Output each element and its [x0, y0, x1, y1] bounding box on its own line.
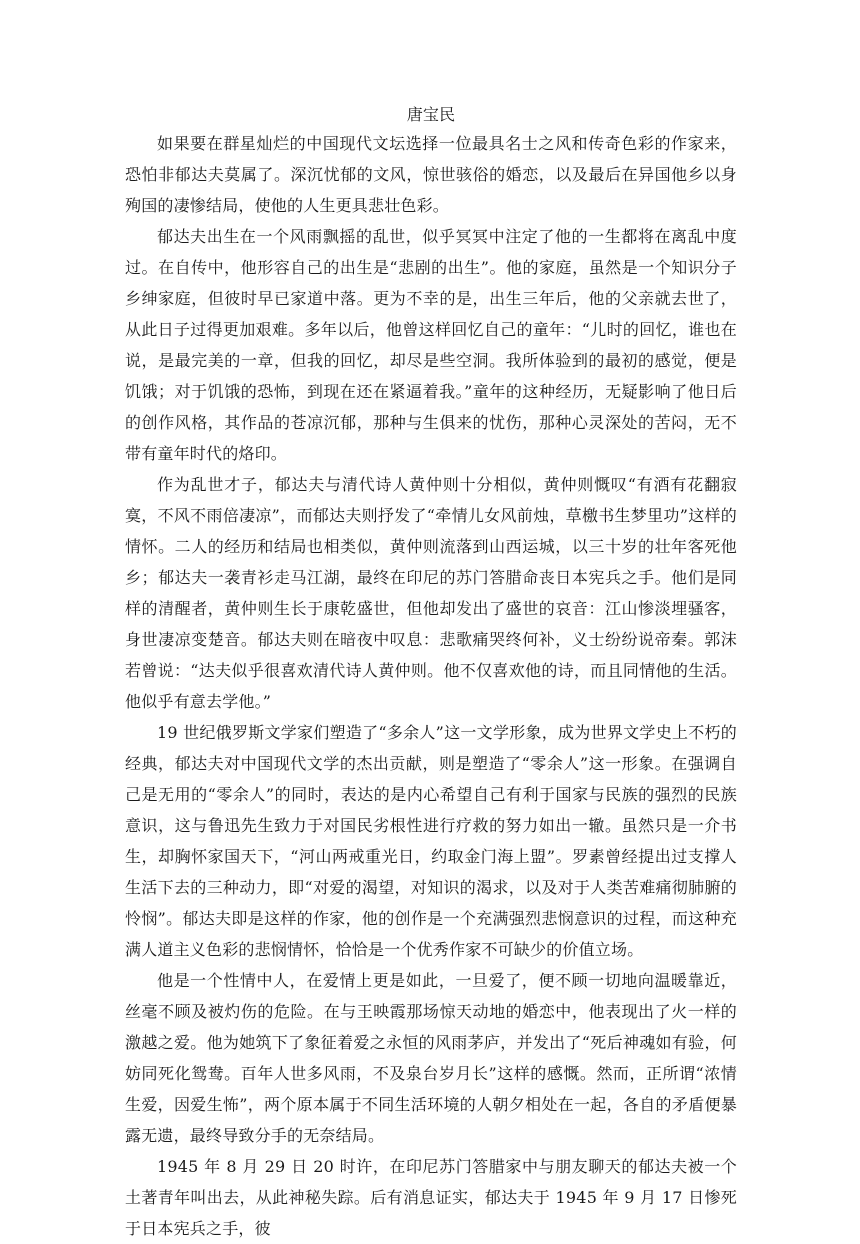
document-page [125, 102, 737, 1244]
paragraph-6: 1945 年 8 月 29 日 20 时许，在印尼苏门答腊家中与朋友聊天的郁达夫被一个土著青年叫出去，从此神秘失踪。后有消息证实，郁达夫于 1945 年 9 月 17 日惨死于日本宪兵之手，彼 [125, 1157, 737, 1238]
paragraph-3: 作为乱世才子，郁达夫与清代诗人黄仲则十分相似，黄仲则慨叹“有酒有花翻寂寞，不风不雨倍凄凉”，而郁达夫则抒发了“牵情儿女风前烛，草檄书生梦里功”这样的情怀。二人的经历和结局也相类似，黄仲则流落到山西运城，以三十岁的壮年客死他乡；郁达夫一袭青衫走马江湖，最终在印尼的苏门答腊命丧日本宪兵之手。他们是同样的清醒者，黄仲则生长于康乾盛世，但他却发出了盛世的哀音：江山惨淡埋骚客，身世凄凉变楚音。郁达夫则在暗夜中叹息：悲歌痛哭终何补，义士纷纷说帝秦。郭沫若曾说：“达夫似乎很喜欢清代诗人黄仲则。他不仅喜欢他的诗，而且同情他的生活。他似乎有意去学他。” [125, 475, 737, 711]
paragraph-1: 如果要在群星灿烂的中国现代文坛选择一位最具名士之风和传奇色彩的作家来，恐怕非郁达夫莫属了。深沉忧郁的文风，惊世骇俗的婚恋，以及最后在异国他乡以身殉国的凄惨结局，使他的人生更具悲壮色彩。 [125, 134, 737, 215]
paragraph-4: 19 世纪俄罗斯文学家们塑造了“多余人”这一文学形象，成为世界文学史上不朽的经典，郁达夫对中国现代文学的杰出贡献，则是塑造了“零余人”这一形象。在强调自己是无用的“零余人”的同时，表达的是内心希望自己有利于国家与民族的强烈的民族意识，这与鲁迅先生致力于对国民劣根性进行疗救的努力如出一辙。虽然只是一介书生，却胸怀家国天下，“河山两戒重光日，约取金门海上盟”。罗素曾经提出过支撑人生活下去的三种动力，即“对爱的渴望，对知识的渴求，以及对于人类苦难痛彻肺腑的怜悯”。郁达夫即是这样的作家，他的创作是一个充满强烈悲悯意识的过程，而这种充满人道主义色彩的悲悯情怀，恰恰是一个优秀作家不可缺少的价值立场。 [125, 723, 737, 959]
paragraph-2: 郁达夫出生在一个风雨飘摇的乱世，似乎冥冥中注定了他的一生都将在离乱中度过。在自传中，他形容自己的出生是“悲剧的出生”。他的家庭，虽然是一个知识分子乡绅家庭，但彼时早已家道中落。更为不幸的是，出生三年后，他的父亲就去世了，从此日子过得更加艰难。多年以后，他曾这样回忆自己的童年：“儿时的回忆，谁也在说，是最完美的一章，但我的回忆，却尽是些空洞。我所体验到的最初的感觉，便是饥饿；对于饥饿的恐怖，到现在还在紧逼着我。”童年的这种经历，无疑影响了他日后的创作风格，其作品的苍凉沉郁，那种与生俱来的忧伤，那种心灵深处的苦闷，无不带有童年时代的烙印。 [125, 227, 737, 463]
paragraph-5: 他是一个性情中人，在爱情上更是如此，一旦爱了，便不顾一切地向温暖靠近，丝毫不顾及被灼伤的危险。在与王映霞那场惊天动地的婚恋中，他表现出了火一样的激越之爱。他为她筑下了象征着爱之永恒的风雨茅庐，并发出了“死后神魂如有验，何妨同死化鸳鸯。百年人世多风雨，不及泉台岁月长”这样的感慨。然而，正所谓“浓情生爱，因爱生怖”，两个原本属于不同生活环境的人朝夕相处在一起，各自的矛盾便暴露无遗，最终导致分手的无奈结局。 [125, 971, 737, 1145]
author-name: 唐宝民 [406, 105, 456, 124]
